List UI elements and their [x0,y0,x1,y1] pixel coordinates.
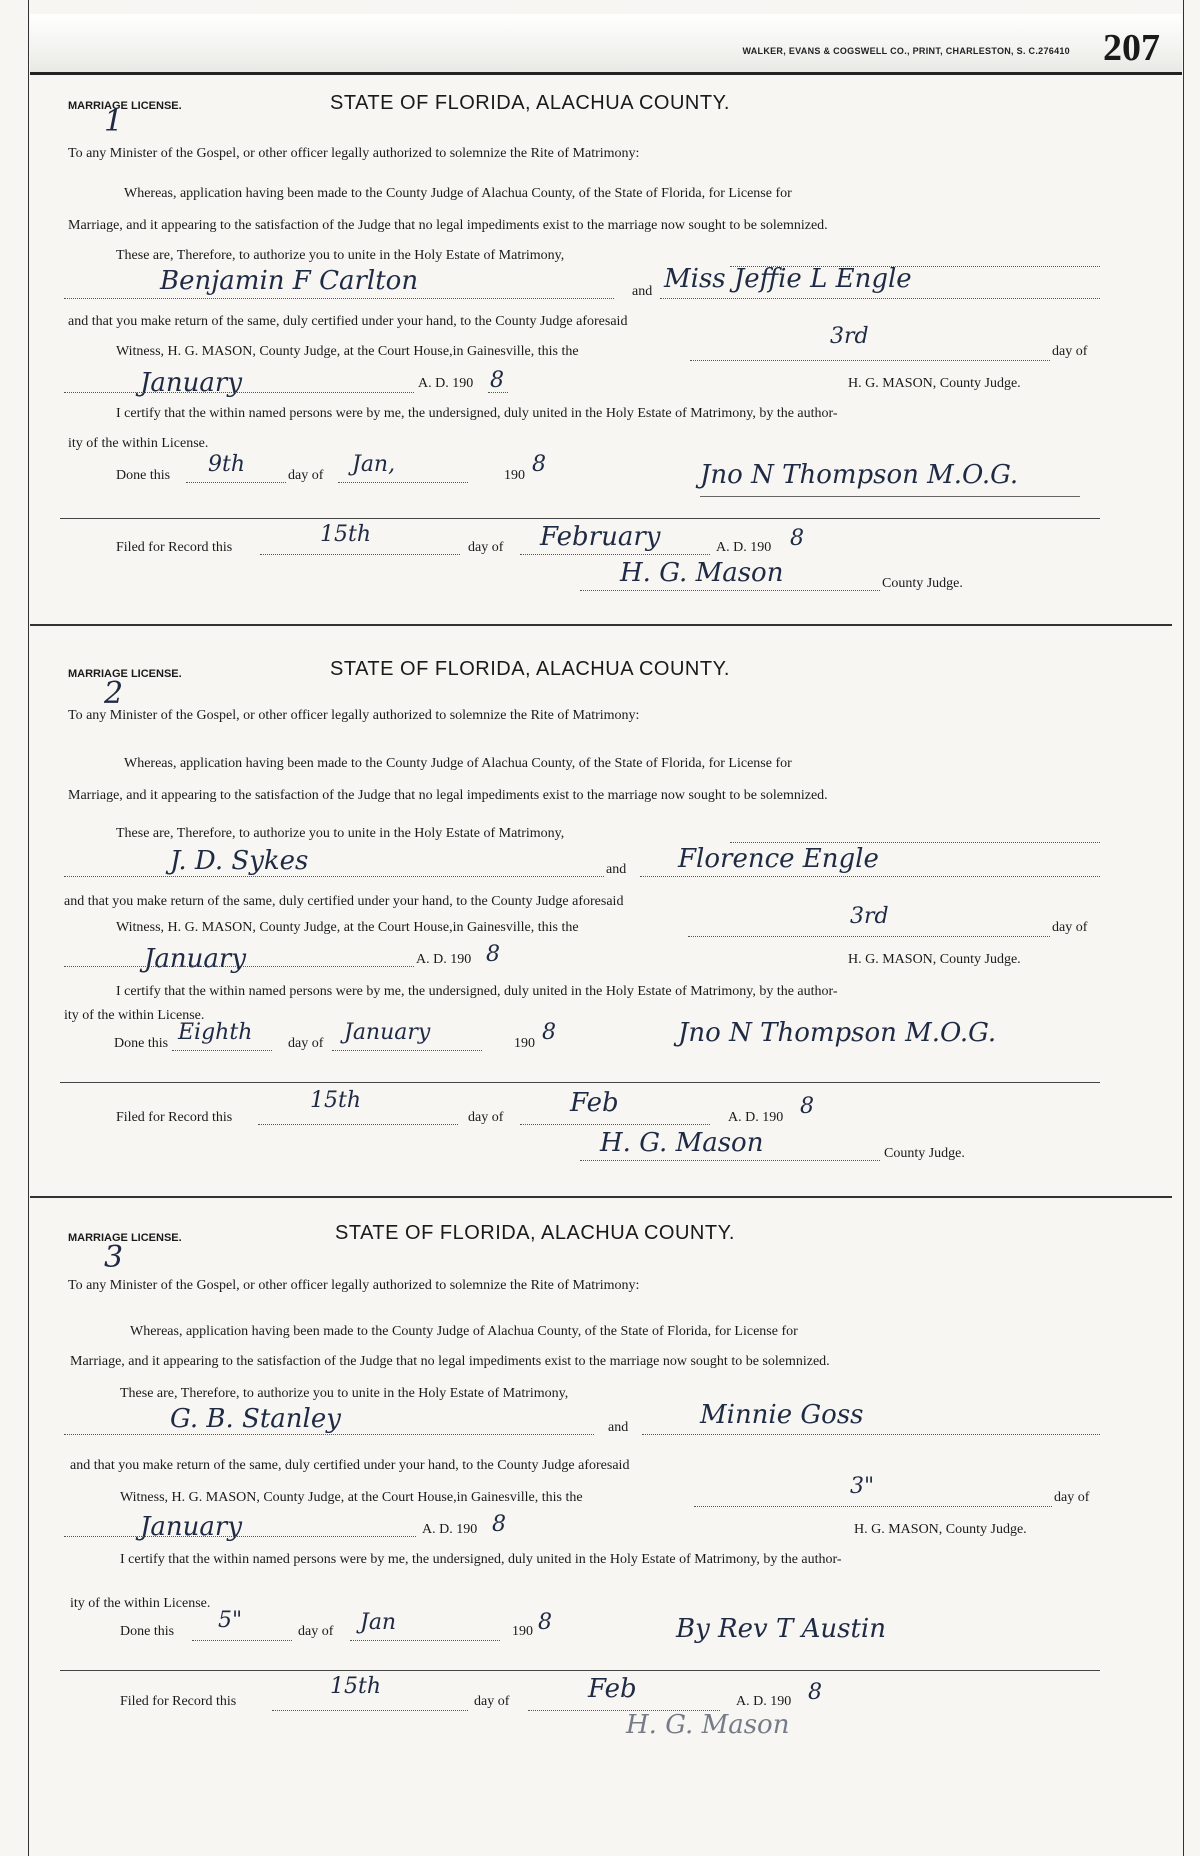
done-this-label: Done this [120,1624,175,1639]
address-line: To any Minister of the Gospel, or other officer legally authorized to solemnize the Rite of Matrimony: [68,708,640,723]
county-judge-signature-line: H. G. MASON, County Judge. [848,952,1021,967]
judge-signature: H. G. Mason [626,1710,790,1740]
these-are-line: These are, Therefore, to authorize you to unite in the Holy Estate of Matrimony, [116,248,565,263]
done-day-of-label: day of [288,468,324,483]
witness-month: January [144,944,247,974]
witness-line: Witness, H. G. MASON, County Judge, at the Court House,in Gainesville, this the [116,920,579,935]
filed-ad-label: A. D. 190 [736,1694,792,1709]
page-header-strip [30,14,1182,75]
state-title: STATE OF FLORIDA, ALACHUA COUNTY. [335,1222,735,1244]
printer-imprint: WALKER, EVANS & COGSWELL CO., PRINT, CHARLESTON, S. C.276410 [742,46,1070,56]
county-judge-signature-line: H. G. MASON, County Judge. [848,376,1021,391]
county-judge-label: County Judge. [882,576,963,591]
section-divider [30,624,1172,626]
done-year: 8 [542,1020,556,1045]
filed-month: Feb [588,1674,637,1704]
done-day-of-label: day of [298,1624,334,1639]
filed-day-of-label: day of [468,540,504,555]
witness-line: Witness, H. G. MASON, County Judge, at the Court House,in Gainesville, this the [120,1490,583,1505]
filed-year: 8 [790,526,804,551]
ad-label: A. D. 190 [422,1522,478,1537]
whereas-line-1: Whereas, application having been made to the County Judge of Alachua County, of the State of Florida, for License for [124,756,792,771]
binding-edge-left [28,0,29,1856]
filed-day: 15th [330,1674,382,1699]
officiant-signature: Jno N Thompson M.O.G. [700,460,1019,490]
certify-line-1: I certify that the within named persons were by me, the undersigned, duly united in the Holy Estate of Matrimony, by the author- [120,1552,842,1567]
bride-name: Miss Jeffie L Engle [664,264,912,294]
done-this-label: Done this [114,1036,169,1051]
witness-day: 3rd [830,324,869,349]
officiant-signature: Jno N Thompson M.O.G. [678,1018,997,1048]
witness-year: 8 [492,1512,506,1537]
return-line: and that you make return of the same, duly certified under your hand, to the County Judge aforesaid [70,1458,630,1473]
license-label: MARRIAGE LICENSE. [68,668,182,680]
groom-name: J. D. Sykes [170,846,309,876]
witness-month: January [140,368,243,398]
whereas-line-1: Whereas, application having been made to the County Judge of Alachua County, of the State of Florida, for License for [124,186,792,201]
filed-year: 8 [808,1680,822,1705]
license-label: MARRIAGE LICENSE. [68,100,182,112]
certify-line-1: I certify that the within named persons were by me, the undersigned, duly united in the Holy Estate of Matrimony, by the author- [116,406,838,421]
witness-day: 3rd [850,904,889,929]
certify-line-2: ity of the within License. [64,1008,205,1023]
whereas-line-1: Whereas, application having been made to the County Judge of Alachua County, of the State of Florida, for License for [130,1324,798,1339]
whereas-line-2: Marriage, and it appearing to the satisfaction of the Judge that no legal impediments exist to the marriage now sought to be solemnized. [68,218,828,233]
done-year-label: 190 [512,1624,533,1639]
and-label: and [632,284,653,299]
done-month: Jan, [352,452,396,477]
witness-line: Witness, H. G. MASON, County Judge, at the Court House,in Gainesville, this the [116,344,579,359]
officiant-signature: By Rev T Austin [676,1614,886,1644]
filed-day: 15th [310,1088,362,1113]
filed-month: February [540,522,661,552]
done-day-of-label: day of [288,1036,324,1051]
filed-year: 8 [800,1094,814,1119]
county-judge-label: County Judge. [884,1146,965,1161]
bride-name: Florence Engle [678,844,879,874]
done-year: 8 [532,452,546,477]
filed-ad-label: A. D. 190 [728,1110,784,1125]
county-judge-signature-line: H. G. MASON, County Judge. [854,1522,1027,1537]
certify-line-1: I certify that the within named persons were by me, the undersigned, duly united in the Holy Estate of Matrimony, by the author- [116,984,838,999]
bride-name: Minnie Goss [700,1400,864,1430]
license-number: 2 [104,676,124,711]
done-year: 8 [538,1610,552,1635]
done-day: 5" [218,1608,243,1633]
these-are-line: These are, Therefore, to authorize you to unite in the Holy Estate of Matrimony, [120,1386,569,1401]
whereas-line-2: Marriage, and it appearing to the satisfaction of the Judge that no legal impediments exist to the marriage now sought to be solemnized. [70,1354,830,1369]
return-line: and that you make return of the same, duly certified under your hand, to the County Judge aforesaid [64,894,624,909]
license-label: MARRIAGE LICENSE. [68,1232,182,1244]
and-label: and [606,862,627,877]
these-are-line: These are, Therefore, to authorize you to unite in the Holy Estate of Matrimony, [116,826,565,841]
filed-day-of-label: day of [468,1110,504,1125]
filed-for-record-label: Filed for Record this [120,1694,237,1709]
certify-line-2: ity of the within License. [68,436,209,451]
marriage-license-1 [60,88,1100,628]
section-divider [30,1196,1172,1198]
binding-edge-right [1183,0,1184,1856]
done-month: January [344,1020,431,1045]
day-of-label: day of [1052,344,1088,359]
done-day: Eighth [178,1020,253,1045]
whereas-line-2: Marriage, and it appearing to the satisfaction of the Judge that no legal impediments exist to the marriage now sought to be solemnized. [68,788,828,803]
ad-label: A. D. 190 [418,376,474,391]
license-number: 1 [104,104,124,139]
groom-name: Benjamin F Carlton [160,266,419,296]
certify-line-2: ity of the within License. [70,1596,211,1611]
address-line: To any Minister of the Gospel, or other officer legally authorized to solemnize the Rite of Matrimony: [68,1278,640,1293]
ad-label: A. D. 190 [416,952,472,967]
license-number: 3 [104,1240,124,1275]
filed-day: 15th [320,522,372,547]
witness-month: January [140,1512,243,1542]
judge-signature: H. G. Mason [600,1128,764,1158]
done-year-label: 190 [514,1036,535,1051]
done-month: Jan [360,1610,397,1635]
done-day: 9th [208,452,246,477]
witness-day: 3" [850,1474,875,1499]
filed-ad-label: A. D. 190 [716,540,772,555]
page-number: 207 [1103,27,1160,69]
done-year-label: 190 [504,468,525,483]
done-this-label: Done this [116,468,171,483]
witness-year: 8 [486,942,500,967]
filed-for-record-label: Filed for Record this [116,540,233,555]
and-label: and [608,1420,629,1435]
state-title: STATE OF FLORIDA, ALACHUA COUNTY. [330,92,730,114]
state-title: STATE OF FLORIDA, ALACHUA COUNTY. [330,658,730,680]
filed-day-of-label: day of [474,1694,510,1709]
day-of-label: day of [1054,1490,1090,1505]
marriage-license-3 [60,1222,1100,1822]
witness-year: 8 [490,368,504,393]
marriage-license-2 [60,658,1100,1198]
groom-name: G. B. Stanley [170,1404,341,1434]
filed-month: Feb [570,1088,619,1118]
judge-signature: H. G. Mason [620,558,784,588]
address-line: To any Minister of the Gospel, or other officer legally authorized to solemnize the Rite of Matrimony: [68,146,640,161]
filed-for-record-label: Filed for Record this [116,1110,233,1125]
day-of-label: day of [1052,920,1088,935]
return-line: and that you make return of the same, duly certified under your hand, to the County Judge aforesaid [68,314,628,329]
